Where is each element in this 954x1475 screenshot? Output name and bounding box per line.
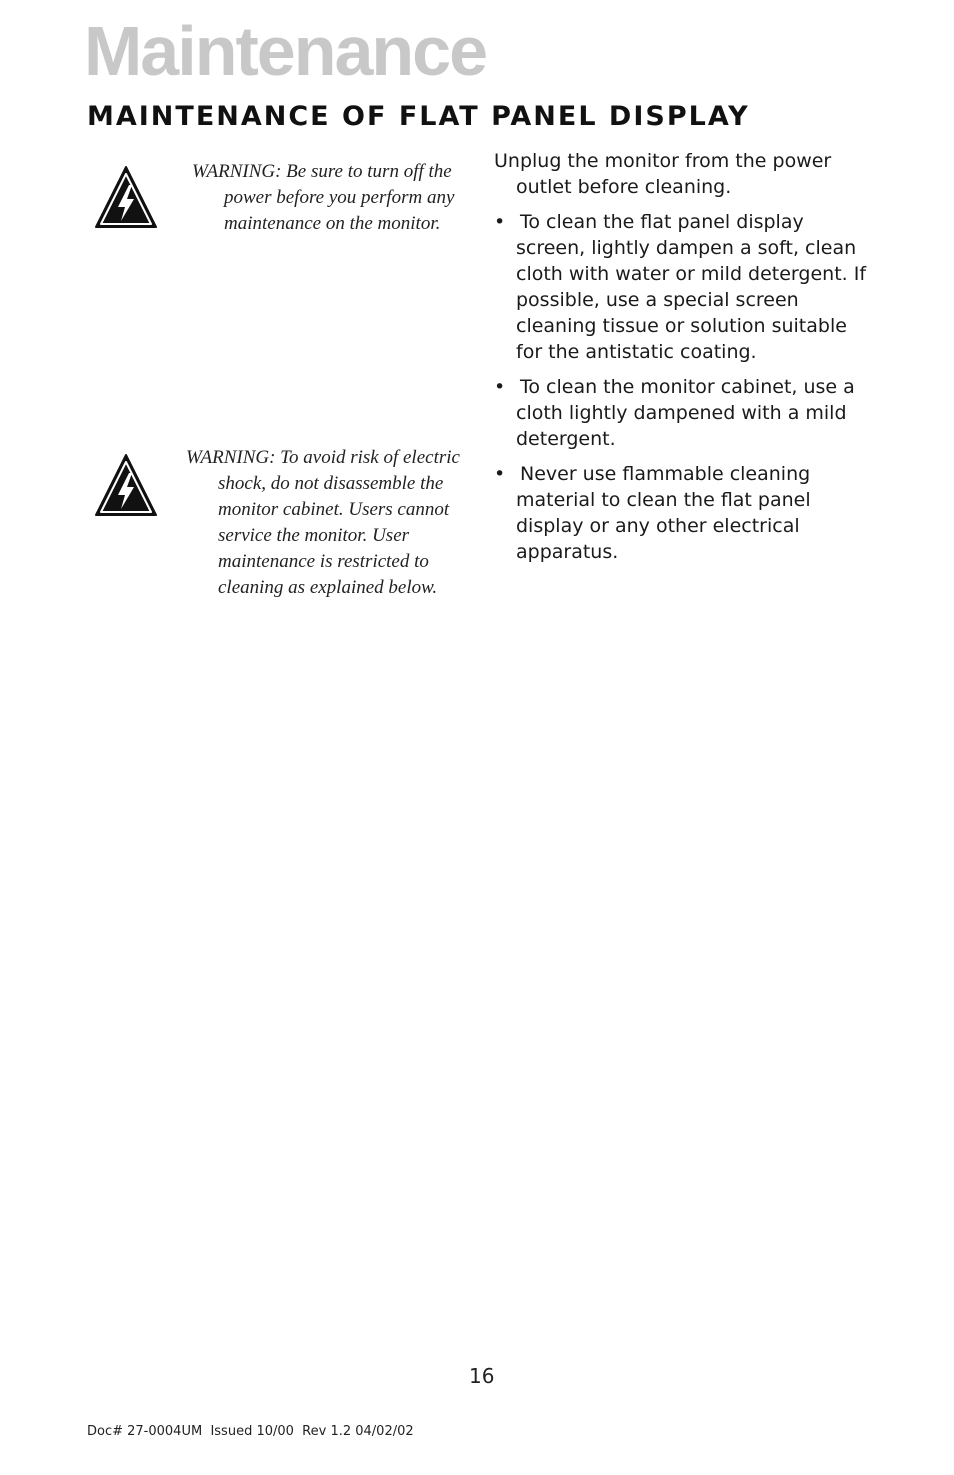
- bullet-icon: •: [494, 463, 506, 485]
- bullet-text: Never use flammable cleaning material to clean the flat panel display or any other electrical apparatus.: [516, 463, 811, 563]
- warning-text-power: WARNING: Be sure to turn off the power before you perform any maintenance on the monitor.: [192, 161, 455, 234]
- warning-text-shock: WARNING: To avoid risk of electric shock, do not disassemble the monitor cabinet. Users cannot service the monitor. User maintenance is restricted to cleaning as explained below.: [186, 447, 460, 598]
- list-item: [494, 374, 874, 452]
- bullet-icon: •: [494, 211, 506, 233]
- electric-shock-warning-icon: [94, 453, 158, 517]
- list-item: [494, 461, 874, 565]
- bullet-icon: •: [494, 376, 506, 398]
- bullet-text: To clean the monitor cabinet, use a cloth lightly dampened with a mild detergent.: [516, 376, 855, 450]
- electric-shock-warning-icon: [94, 165, 158, 229]
- cleaning-instructions: [494, 148, 874, 574]
- intro-paragraph: Unplug the monitor from the power outlet before cleaning.: [494, 150, 832, 198]
- page-title: Maintenance: [84, 12, 486, 90]
- list-item: [494, 209, 874, 365]
- section-heading: MAINTENANCE OF FLAT PANEL DISPLAY: [87, 101, 750, 132]
- page-number: 16: [469, 1364, 495, 1388]
- bullet-text: To clean the flat panel display screen, lightly dampen a soft, clean cloth with water or mild detergent. If possible, use a special screen cleaning tissue or solution suitable for the antistatic coating.: [516, 211, 867, 363]
- document-info: Doc# 27-0004UM Issued 10/00 Rev 1.2 04/02/02: [87, 1424, 414, 1439]
